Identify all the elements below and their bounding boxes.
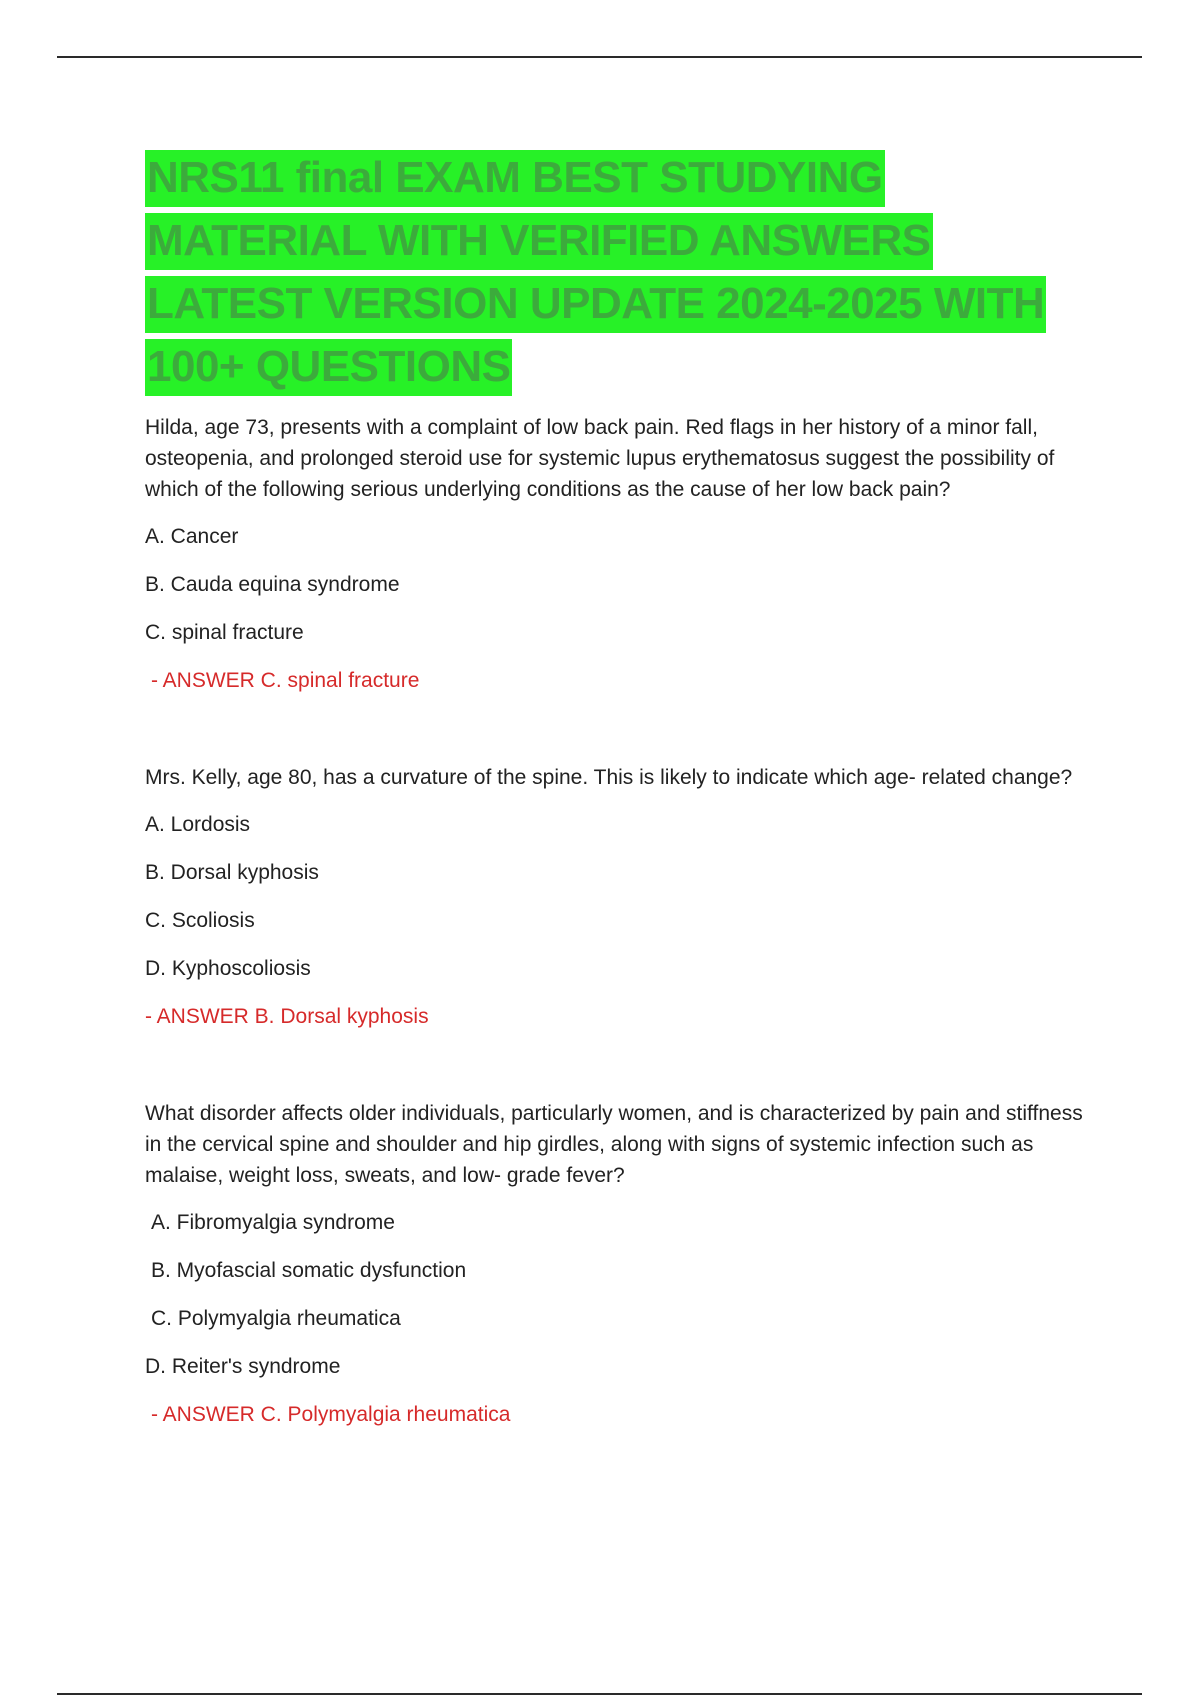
answer-option: D. Kyphoscoliosis (145, 957, 311, 980)
question-text: Hilda, age 73, presents with a complaint of low back pain. Red flags in her history of a minor fall, osteopenia, and prolonged steroid use for systemic lupus erythematosus suggest the possibility of which of the following serious underlying conditions as the cause of her low back pain? (145, 416, 1055, 501)
answer-option: B. Myofascial somatic dysfunction (151, 1259, 467, 1282)
document-body (145, 146, 1095, 1496)
answer-option: B. Cauda equina syndrome (145, 573, 400, 596)
answer-option: A. Fibromyalgia syndrome (151, 1211, 395, 1234)
question-text: Mrs. Kelly, age 80, has a curvature of the spine. This is likely to indicate which age- related change? (145, 766, 1073, 789)
answer-option: C. Polymyalgia rheumatica (151, 1307, 401, 1330)
answer-option: D. Reiter's syndrome (145, 1355, 341, 1378)
document-title-text: NRS11 final EXAM BEST STUDYING MATERIAL WITH VERIFIED ANSWERS LATEST VERSION UPDATE 2024-2025 WITH 100+ QUESTIONS (145, 150, 1046, 396)
top-rule (57, 56, 1142, 58)
question-text: What disorder affects older individuals, particularly women, and is characterized by pain and stiffness in the cervical spine and shoulder and hip girdles, along with signs of systemic infection such as malaise, weight loss, sweats, and low- grade fever? (145, 1102, 1083, 1187)
correct-answer: - ANSWER B. Dorsal kyphosis (145, 1005, 429, 1028)
answer-option: A. Cancer (145, 525, 239, 548)
question-block-1 (145, 412, 1095, 696)
correct-answer: - ANSWER C. Polymyalgia rheumatica (151, 1403, 511, 1426)
document-title (145, 146, 1095, 398)
answer-option: A. Lordosis (145, 813, 251, 836)
bottom-rule (57, 1693, 1142, 1695)
answer-option: B. Dorsal kyphosis (145, 861, 319, 884)
question-block-2 (145, 762, 1095, 1032)
answer-option: C. spinal fracture (145, 621, 304, 644)
question-block-3 (145, 1098, 1095, 1430)
correct-answer: - ANSWER C. spinal fracture (151, 669, 420, 692)
answer-option: C. Scoliosis (145, 909, 255, 932)
